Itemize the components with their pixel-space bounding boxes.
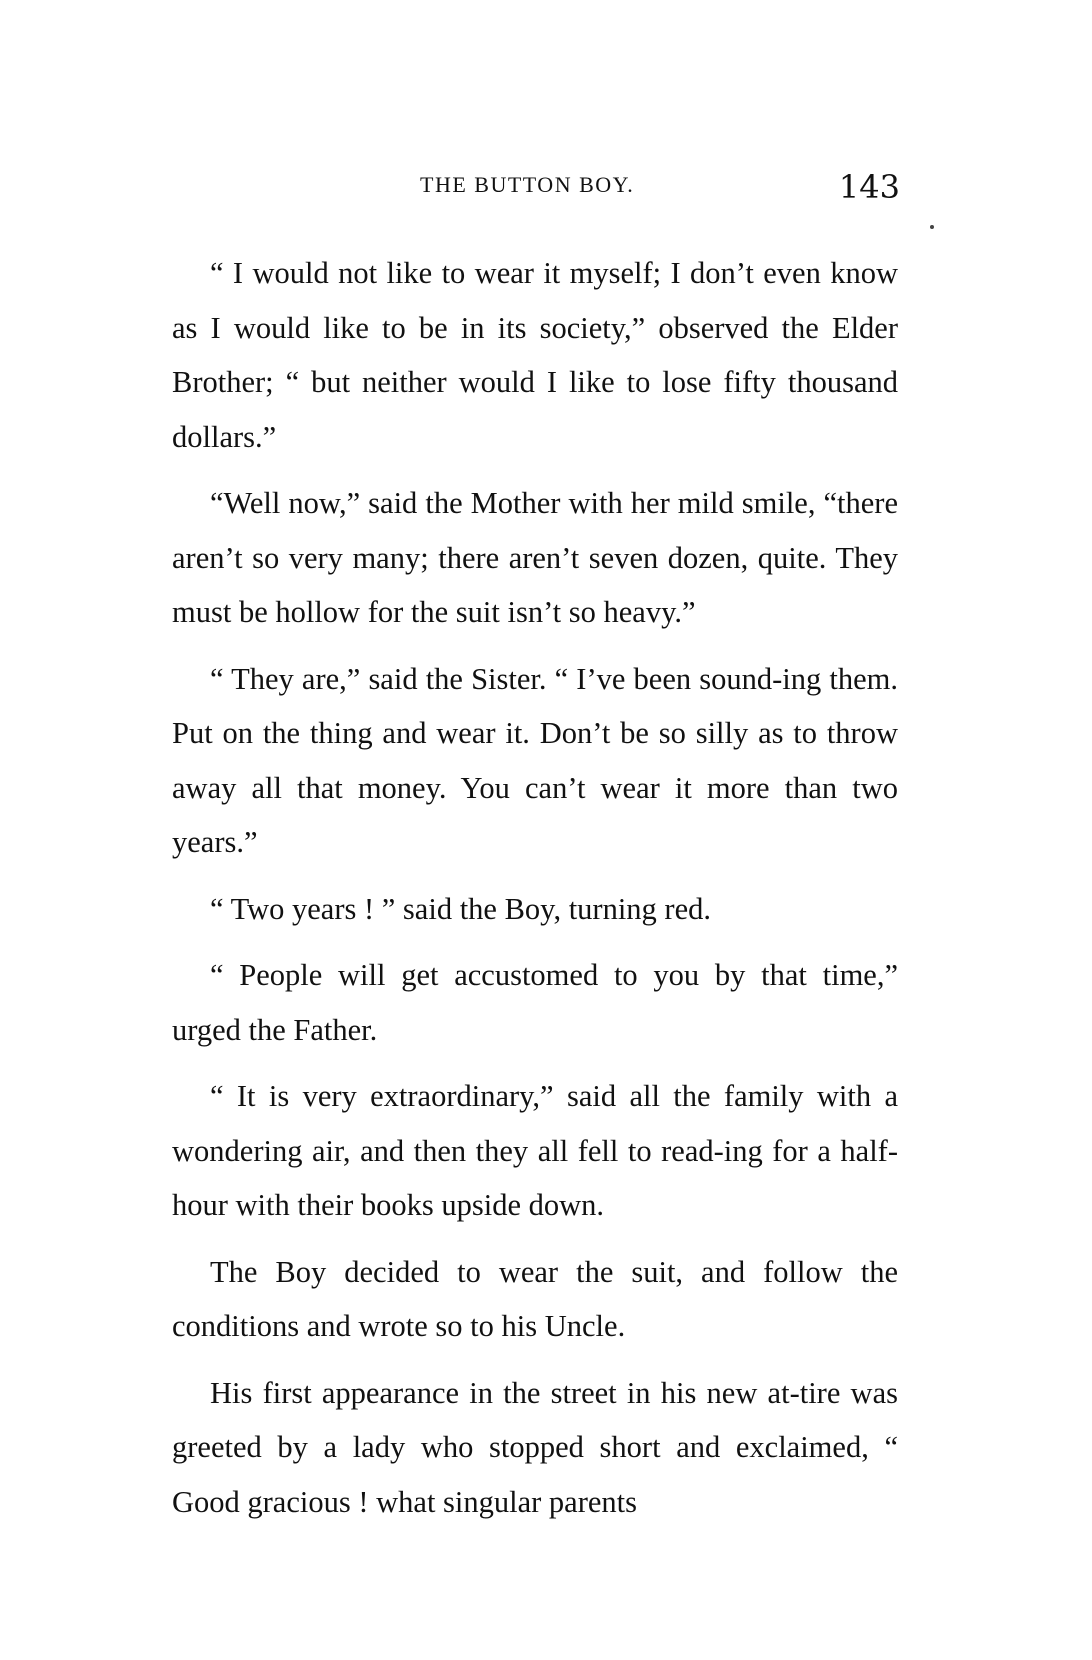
running-head xyxy=(170,168,900,216)
ink-speck xyxy=(930,225,934,229)
paragraph-mother: “Well now,” said the Mother with her mild smile, “there aren’t so very many; there aren’t seven dozen, quite. They must be hollow for the suit isn’t so heavy.” xyxy=(172,486,898,629)
paragraph-boy: “ Two years ! ” said the Boy, turning red. xyxy=(210,891,711,926)
paragraph-father: “ People will get accustomed to you by that time,” urged the Father. xyxy=(172,958,898,1047)
paragraph-family: “ It is very extraordinary,” said all the family with a wondering air, and then they all fell to read-ing for a half-hour with their books upside down. xyxy=(172,1079,898,1222)
page-number: 143 xyxy=(838,168,900,206)
paragraph-elder-brother: “ I would not like to wear it myself; I don’t even know as I would like to be in its society,” observed the Elder Brother; “ but neither would I like to lose fifty thousand dollars.” xyxy=(172,256,898,454)
paragraph-decision: The Boy decided to wear the suit, and follow the conditions and wrote so to his Uncle. xyxy=(172,1254,898,1343)
body-text xyxy=(172,246,898,1541)
paragraph-first-appearance: His first appearance in the street in his new at-tire was greeted by a lady who stopped short and exclaimed, “ Good gracious ! what singular parents xyxy=(172,1375,898,1519)
running-title: THE BUTTON BOY. xyxy=(420,172,635,197)
paragraph-sister: “ They are,” said the Sister. “ I’ve been sound-ing them. Put on the thing and wear it. Don’t be so silly as to throw away all that money. You can’t wear it more than two years.” xyxy=(172,661,898,859)
